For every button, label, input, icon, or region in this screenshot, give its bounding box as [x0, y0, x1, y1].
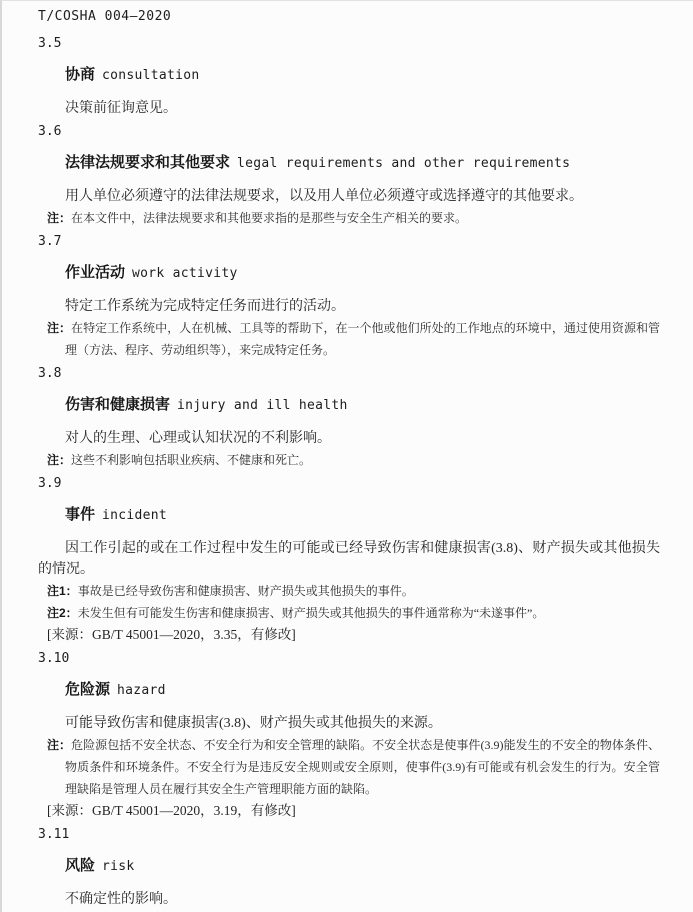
- note-text: 在本文件中，法律法规要求和其他要求指的是那些与安全生产相关的要求。: [71, 211, 468, 225]
- note-text: 这些不利影响包括职业疾病、不健康和死亡。: [71, 453, 312, 467]
- clause-number: 3.6: [38, 124, 62, 139]
- term-chinese: 事件: [65, 506, 96, 523]
- clause-3-9: [38, 477, 660, 646]
- term-chinese: 伤害和健康损害: [65, 396, 171, 413]
- note-text: 未发生但有可能发生伤害和健康损害、财产损失或其他损失的事件通常称为“未遂事件”。: [77, 606, 545, 620]
- clause-number: 3.7: [38, 234, 62, 249]
- note-text: 事故是已经导致伤害和健康损害、财产损失或其他损失的事件。: [77, 584, 414, 598]
- clause-3-11: [38, 828, 660, 910]
- note: [38, 317, 660, 361]
- term-english: consultation: [102, 68, 200, 83]
- term-english: incident: [102, 508, 168, 523]
- definition-text: 用人单位必须遵守的法律法规要求，以及用人单位必须遵守或选择遵守的其他要求。: [65, 189, 583, 204]
- definition-text: 因工作引起的或在工作过程中发生的可能或已经导致伤害和健康损害(3.8)、财产损失或其他损失的情况。: [38, 541, 660, 577]
- clause-number: 3.11: [38, 827, 70, 842]
- clause-3-8: [38, 367, 660, 471]
- note-label: 注：: [47, 738, 72, 752]
- clause-number: 3.10: [38, 651, 70, 666]
- note-1: [38, 580, 660, 602]
- definition-text: 可能导致伤害和健康损害(3.8)、财产损失或其他损失的来源。: [65, 716, 442, 731]
- term-chinese: 协商: [65, 66, 96, 83]
- term-english: work activity: [132, 266, 238, 281]
- clause-3-10: [38, 652, 660, 822]
- source-reference: [来源：GB/T 45001—2020，3.19，有修改]: [47, 803, 296, 818]
- note: [38, 449, 660, 471]
- note-text: 在特定工作系统中，人在机械、工具等的帮助下，在一个他或他们所处的工作地点的环境中，通过使用资源和管理（方法、程序、劳动组织等），来完成特定任务。: [65, 321, 660, 357]
- term-heading: [65, 858, 660, 875]
- clause-number: 3.5: [38, 36, 62, 51]
- definition-text: 对人的生理、心理或认知状况的不利影响。: [65, 431, 331, 446]
- term-english: risk: [102, 859, 135, 874]
- term-heading: [65, 67, 660, 84]
- term-heading: [65, 682, 660, 699]
- term-chinese: 危险源: [65, 681, 111, 698]
- term-english: injury and ill health: [177, 398, 348, 413]
- clause-number: 3.9: [38, 476, 62, 491]
- note-label: 注：: [47, 453, 72, 467]
- note: [38, 207, 660, 229]
- source-reference: [来源：GB/T 45001—2020，3.35，有修改]: [47, 627, 296, 642]
- clause-3-5: [38, 37, 660, 119]
- note-label: 注2：: [47, 606, 78, 620]
- definition-text: 不确定性的影响。: [65, 892, 177, 907]
- term-heading: [65, 397, 660, 414]
- term-chinese: 法律法规要求和其他要求: [65, 154, 231, 171]
- note: [38, 734, 660, 800]
- term-english: legal requirements and other requirements: [237, 156, 571, 171]
- term-heading: [65, 265, 660, 282]
- note-label: 注1：: [47, 584, 78, 598]
- term-english: hazard: [117, 683, 166, 698]
- clause-3-7: [38, 235, 660, 361]
- definition-text: 特定工作系统为完成特定任务而进行的活动。: [65, 299, 345, 314]
- term-heading: [65, 155, 660, 172]
- clause-number: 3.8: [38, 366, 62, 381]
- note-label: 注：: [47, 211, 72, 225]
- standard-number-header: T/COSHA 004—2020: [38, 9, 172, 24]
- clause-3-6: [38, 125, 660, 229]
- term-heading: [65, 507, 660, 524]
- note-2: [38, 602, 660, 624]
- term-chinese: 作业活动: [65, 264, 126, 281]
- definition-text: 决策前征询意见。: [65, 101, 177, 116]
- term-chinese: 风险: [65, 857, 96, 874]
- note-text: 危险源包括不安全状态、不安全行为和安全管理的缺陷。不安全状态是使事件(3.9)能发生的不安全的物体条件、物质条件和环境条件。不安全行为是违反安全规则或安全原则，使事件(3.9)有可能或有机会发生的行为。安全管理缺陷是管理人员在履行其安全生产管理职能方面的缺陷。: [65, 738, 660, 796]
- note-label: 注：: [47, 321, 72, 335]
